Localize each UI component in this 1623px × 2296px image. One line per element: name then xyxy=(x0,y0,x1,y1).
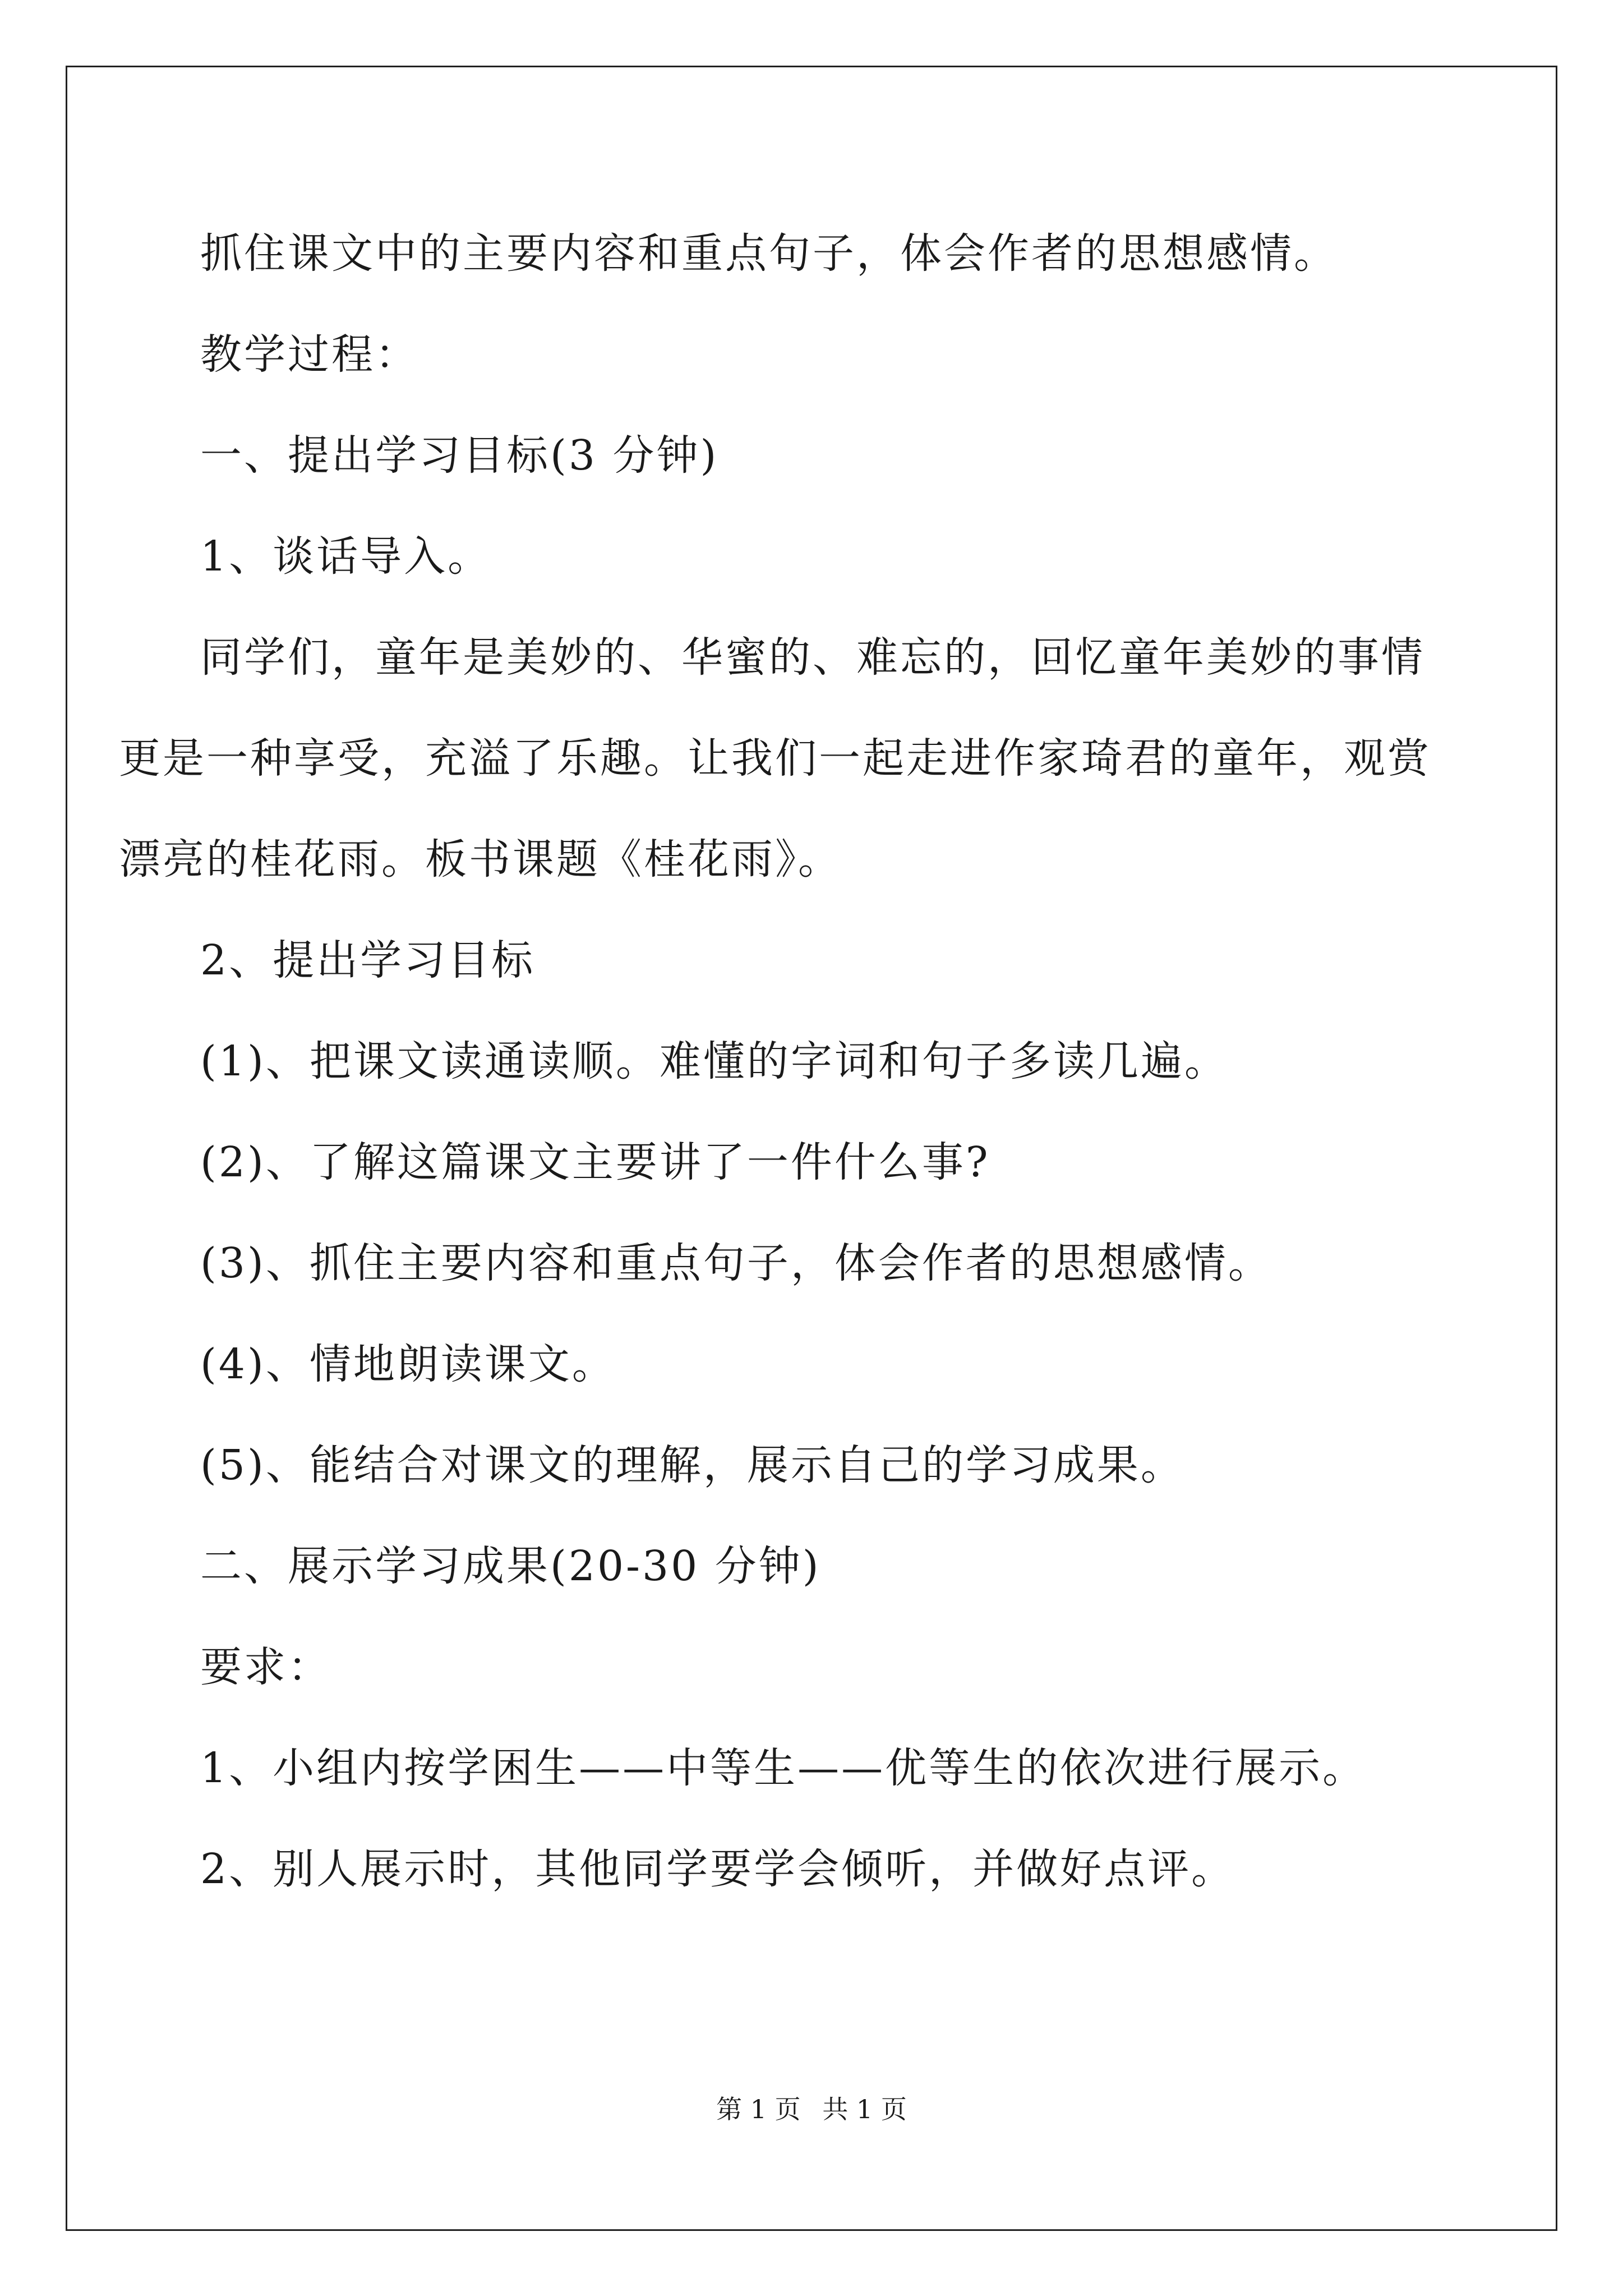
paragraph-13: (5)、能结合对课文的理解，展示自己的学习成果。 xyxy=(200,1441,1184,1489)
paragraph-9: (1)、把课文读通读顺。难懂的字词和句子多读几遍。 xyxy=(200,1037,1228,1085)
paragraph-15: 要求： xyxy=(200,1643,331,1691)
paragraph-3: 一、提出学习目标(3 分钟) xyxy=(200,431,719,480)
paragraph-10: (2)、了解这篇课文主要讲了一件什么事? xyxy=(200,1138,990,1186)
paragraph-12: (4)、情地朗读课文。 xyxy=(200,1340,616,1388)
page-footer xyxy=(0,2092,1623,2126)
paragraph-16: 1、小组内按学困生——中等生——优等生的依次进行展示。 xyxy=(200,1744,1367,1792)
paragraph-7: 漂亮的桂花雨。板书课题《桂花雨》。 xyxy=(119,835,842,884)
paragraph-17: 2、别人展示时，其他同学要学会倾听，并做好点评。 xyxy=(200,1845,1235,1893)
paragraph-5: 同学们，童年是美妙的、华蜜的、难忘的，回忆童年美妙的事情 xyxy=(200,633,1425,682)
page-total: 共 1 页 xyxy=(822,2094,907,2124)
paragraph-2: 教学过程： xyxy=(200,330,419,379)
paragraph-1: 抓住课文中的主要内容和重点句子，体会作者的思想感情。 xyxy=(200,229,1338,278)
paragraph-8: 2、提出学习目标 xyxy=(200,936,536,984)
page-number: 第 1 页 xyxy=(716,2094,801,2124)
paragraph-14: 二、展示学习成果(20-30 分钟) xyxy=(200,1542,821,1590)
paragraph-4: 1、谈话导入。 xyxy=(200,532,492,581)
paragraph-11: (3)、抓住主要内容和重点句子，体会作者的思想感情。 xyxy=(200,1239,1272,1287)
paragraph-6: 更是一种享受，充溢了乐趣。让我们一起走进作家琦君的童年，观赏 xyxy=(119,734,1431,783)
